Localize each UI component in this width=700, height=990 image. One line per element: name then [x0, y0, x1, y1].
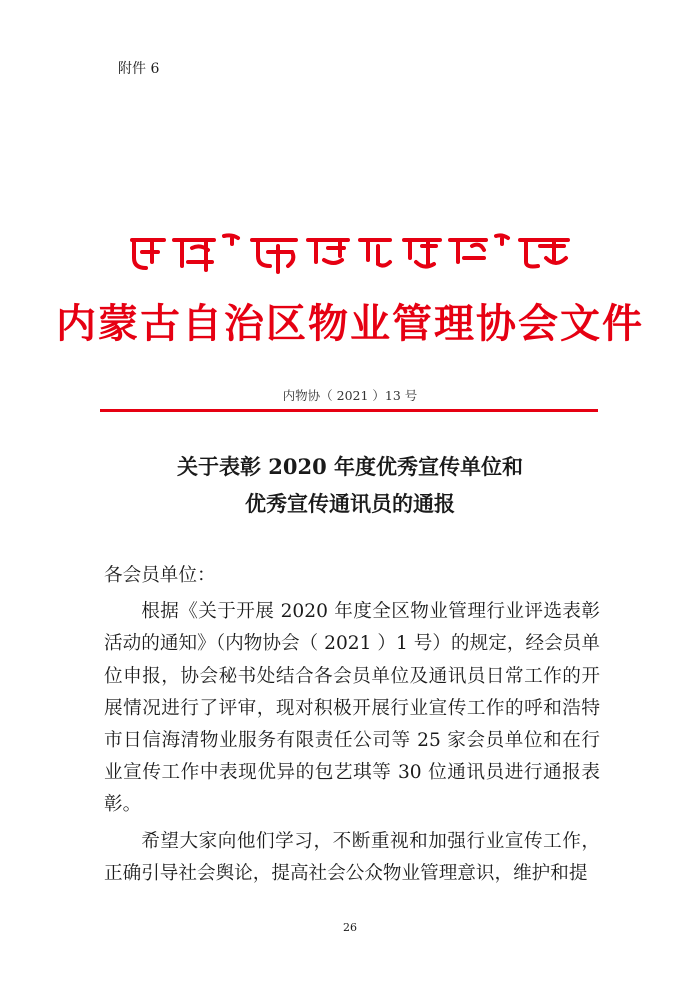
- salutation: 各会员单位：: [104, 565, 216, 586]
- notice-body: [104, 560, 600, 890]
- notice-title-line2: 优秀宣传通讯员的通报: [245, 491, 455, 516]
- paragraph-2: 希望大家向他们学习，不断重视和加强行业宣传工作，正确引导社会舆论，提高社会公众物业管理意识，维护和提: [104, 830, 600, 884]
- document-number: 内物协（ 2021 ）13 号: [282, 388, 418, 403]
- organization-title: 内蒙古自治区物业管理协会文件: [56, 300, 644, 347]
- mongolian-script-heading: [128, 232, 574, 278]
- paragraph-1: 根据《关于开展 2020 年度全区物业管理行业评选表彰活动的通知》（内物协会（ 2021 ）1 号）的规定，经会员单位申报，协会秘书处结合各会员单位及通讯员日常工作的开展情况进行了评审，现对积极开展行业宣传工作的呼和浩特市日信海清物业服务有限责任公司等 25 家会员单位和在行业宣传工作中表现优异的包艺琪等 30 位通讯员进行通报表彰。: [104, 601, 600, 816]
- mongolian-script-text: ᠦᠪᠦᠷ ᠮᠣᠩᠭᠣᠯ ᠤᠨ ᠦᠪᠡᠷᠲᠡᠭᠡᠨ ᠵᠠᠰᠠᠬᠤ ᠣᠷᠤᠨ ᠤ: [128, 232, 148, 233]
- page-number: 26: [343, 921, 357, 934]
- notice-title-line1: 关于表彰 2020 年度优秀宣传单位和: [176, 454, 524, 479]
- attachment-label: 附件 6: [118, 61, 160, 77]
- red-divider-line: [100, 409, 598, 412]
